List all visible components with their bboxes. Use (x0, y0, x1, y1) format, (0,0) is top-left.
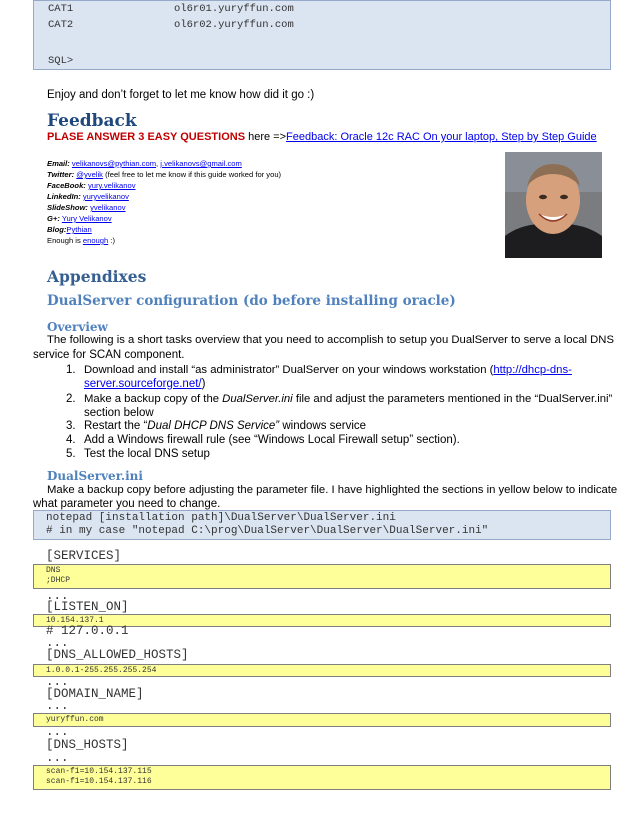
listen-on-section: [LISTEN_ON] (46, 600, 129, 614)
dns-hosts-section: [DNS_HOSTS] (46, 738, 129, 752)
code-line: 10.154.137.1 (46, 616, 104, 625)
step-2-text-a: Make a backup copy of the (84, 393, 223, 405)
email-link-1[interactable]: velikanovs@pythian.com (71, 159, 157, 168)
ellipsis-line: ... (46, 725, 69, 739)
scan-highlight-box (33, 765, 611, 790)
feedback-link[interactable]: Feedback: Oracle 12c RAC On your laptop, Step by Step Guide (286, 131, 597, 143)
top-code-box (33, 0, 611, 70)
dualserver-heading: DualServer configuration (do before installing oracle) (47, 293, 456, 309)
step-1 (84, 363, 609, 377)
contact-facebook (47, 181, 136, 191)
dns-allowed-section: [DNS_ALLOWED_HOSTS] (46, 648, 189, 662)
code-line: scan-f1=10.154.137.115 (46, 767, 152, 776)
step-2-cont: section below (84, 407, 154, 419)
step-3-text-a: Restart the “ (84, 420, 148, 432)
step-2-italic: DualServer.ini (222, 393, 293, 405)
feedback-heading: Feedback (47, 111, 137, 131)
step-number: 1. (66, 364, 76, 376)
ellipsis-line: ... (46, 675, 69, 689)
step-number: 2. (66, 393, 76, 405)
code-line: # in my case "notepad C:\prog\DualServer\DualServer\DualServer.ini" (46, 525, 489, 537)
twitter-label: Twitter: (47, 170, 75, 179)
step-5: Test the local DNS setup (84, 448, 210, 460)
step-1-cont (84, 377, 205, 391)
step-3-text-b: windows service (279, 420, 367, 432)
overview-paragraph-1: The following is a short tasks overview that you need to accomplish to setup you DualServer to serve a local DNS (47, 334, 615, 346)
email-sep: , (156, 159, 159, 168)
enough-link[interactable]: enough (82, 236, 109, 245)
code-line: notepad [installation path]\DualServer\DualServer.ini (46, 512, 396, 524)
plase-answer: PLASE ANSWER 3 EASY QUESTIONS (47, 131, 246, 143)
step-1-close: ) (201, 378, 206, 390)
ini-heading: DualServer.ini (47, 469, 143, 483)
blog-label: Blog: (47, 225, 67, 234)
step-number: 5. (66, 448, 76, 460)
author-photo-image (505, 152, 602, 258)
ellipsis-line: ... (46, 751, 69, 765)
step-1-text: Download and install “as administrator” DualServer on your windows workstation ( (84, 364, 494, 376)
ini-paragraph-1: Make a backup copy before adjusting the parameter file. I have highlighted the sections in yellow below to indicate (47, 484, 618, 496)
contact-linkedin (47, 192, 129, 202)
gplus-link[interactable]: Yury Velikanov (61, 214, 112, 223)
dns-highlight-box (33, 564, 611, 589)
code-line: 1.0.0.1-255.255.255.254 (46, 666, 157, 675)
step-number: 3. (66, 420, 76, 432)
dualserver-link-cont[interactable]: server.sourceforge.net/ (84, 378, 202, 390)
twitter-link[interactable]: @yvelik (76, 170, 103, 179)
enough-post: :) (108, 236, 115, 245)
overview-heading: Overview (47, 320, 108, 334)
ini-paragraph-2: what parameter you need to change. (33, 498, 221, 510)
code-line: yuryffun.com (46, 715, 104, 724)
dualserver-link[interactable]: http://dhcp-dns- (493, 364, 572, 376)
contact-slideshow (47, 203, 126, 213)
ellipsis-line: ... (46, 636, 69, 650)
overview-paragraph-2: service for SCAN component. (33, 349, 185, 361)
facebook-label: FaceBook: (47, 181, 86, 190)
code-line: SQL> (48, 55, 74, 67)
facebook-link[interactable]: yury.velikanov (87, 181, 136, 190)
twitter-note: (feel free to let me know if this guide worked for you) (102, 170, 282, 179)
step-3 (84, 419, 366, 433)
slideshow-label: SlideShow: (47, 203, 88, 212)
linkedin-label: LinkedIn: (47, 192, 81, 201)
domain-highlight-box (33, 713, 611, 727)
blog-link[interactable]: Pythian (66, 225, 92, 234)
appendixes-heading: Appendixes (47, 267, 147, 286)
step-3-italic: Dual DHCP DNS Service” (147, 420, 280, 432)
code-line: scan-f1=10.154.137.116 (46, 777, 152, 786)
email-link-2[interactable]: j.velikanovs@gmail.com (160, 159, 242, 168)
step-2-text-b: file and adjust the parameters mentioned in the “DualServer.ini” (292, 393, 613, 405)
author-photo (505, 152, 602, 258)
code-line: ;DHCP (46, 576, 71, 585)
code-line: CAT1 ol6r01.yuryffun.com (48, 3, 294, 15)
code-line: DNS (46, 566, 61, 575)
ini-command-box (33, 510, 611, 540)
email-label: Email: (47, 159, 70, 168)
slideshow-link[interactable]: yvelikanov (90, 203, 126, 212)
gplus-label: G+: (47, 214, 60, 223)
enjoy-text: Enjoy and don’t forget to let me know how did it go :) (47, 89, 315, 101)
step-number: 4. (66, 434, 76, 446)
domain-name-section: [DOMAIN_NAME] (46, 687, 144, 701)
contact-twitter (47, 170, 281, 180)
contact-blog (47, 225, 92, 235)
comment-ip-line: # 127.0.0.1 (46, 624, 129, 638)
ellipsis-line: ... (46, 589, 69, 603)
step-2 (84, 392, 612, 406)
contact-enough (47, 236, 115, 246)
code-line: CAT2 ol6r02.yuryffun.com (48, 19, 294, 31)
ellipsis-line: ... (46, 699, 69, 713)
enough-pre: Enough is (47, 236, 83, 245)
services-section: [SERVICES] (46, 549, 122, 563)
linkedin-link[interactable]: yuryvelikanov (82, 192, 129, 201)
contact-email (47, 159, 242, 169)
allowed-range-highlight-box (33, 664, 611, 677)
step-4: Add a Windows firewall rule (see “Windows Local Firewall setup” section). (84, 434, 460, 446)
contact-gplus (47, 214, 112, 224)
here-text: here => (245, 131, 287, 143)
feedback-line (47, 131, 597, 143)
